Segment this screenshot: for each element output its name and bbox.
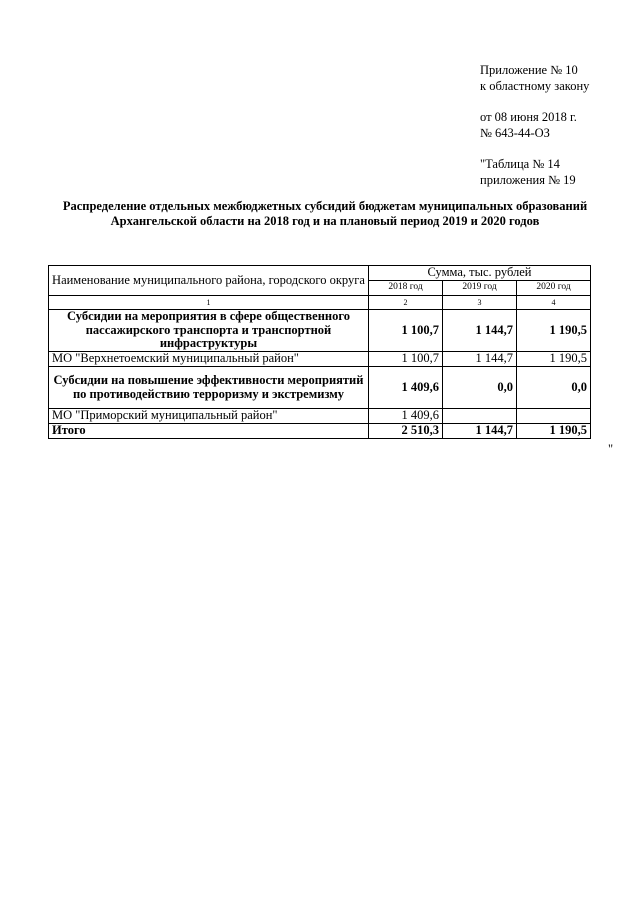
row-value-2019: 1 144,7 — [443, 352, 517, 367]
row-value-2018: 1 100,7 — [369, 352, 443, 367]
column-numbers-row — [49, 295, 591, 310]
col-number: 2 — [369, 295, 443, 310]
total-2018: 2 510,3 — [369, 424, 443, 439]
sum-header: Сумма, тыс. рублей — [369, 266, 591, 281]
law-date: от 08 июня 2018 г. — [480, 110, 577, 124]
row-value-2019: 0,0 — [443, 367, 517, 409]
col-number: 4 — [517, 295, 591, 310]
table-number: "Таблица № 14 — [480, 157, 560, 171]
table-row — [49, 409, 591, 424]
appendix-number: Приложение № 10 — [480, 63, 578, 77]
total-row — [49, 424, 591, 439]
row-value-2019: 1 144,7 — [443, 310, 517, 352]
total-label: Итого — [49, 424, 369, 439]
row-name: Субсидии на повышение эффективности мероприятий по противодействию терроризму и экстремизму — [49, 367, 369, 409]
row-value-2018: 1 409,6 — [369, 367, 443, 409]
row-value-2020 — [517, 409, 591, 424]
col-name-header: Наименование муниципального района, городского округа — [49, 266, 369, 296]
annex-number: приложения № 19 — [480, 172, 576, 187]
year-2018-header: 2018 год — [369, 280, 443, 295]
row-name: МО "Приморский муниципальный район" — [49, 409, 369, 424]
title-line-2: Архангельской области на 2018 год и на плановый период 2019 и 2020 годов — [110, 214, 540, 228]
year-2019-header: 2019 год — [443, 280, 517, 295]
title-line-1: Распределение отдельных межбюджетных субсидий бюджетам муниципальных образований — [62, 199, 588, 213]
total-2020: 1 190,5 — [517, 424, 591, 439]
closing-quote: " — [608, 442, 614, 456]
row-name: МО "Верхнетоемский муниципальный район" — [49, 352, 369, 367]
row-value-2019 — [443, 409, 517, 424]
appendix-header — [480, 63, 589, 188]
row-value-2018: 1 100,7 — [369, 310, 443, 352]
row-value-2020: 0,0 — [517, 367, 591, 409]
row-name: Субсидии на мероприятия в сфере общественного пассажирского транспорта и транспортной инфраструктуры — [49, 310, 369, 352]
col-number: 1 — [49, 295, 369, 310]
table-row — [49, 310, 591, 352]
document-title — [40, 199, 610, 229]
table-header-row — [49, 266, 591, 281]
year-2020-header: 2020 год — [517, 280, 591, 295]
table-row — [49, 367, 591, 409]
appendix-law-ref: к областному закону — [480, 78, 590, 93]
law-number: № 643-44-ОЗ — [480, 125, 550, 140]
subsidy-table — [48, 265, 591, 439]
table-row — [49, 352, 591, 367]
row-value-2018: 1 409,6 — [369, 409, 443, 424]
col-number: 3 — [443, 295, 517, 310]
row-value-2020: 1 190,5 — [517, 352, 591, 367]
total-2019: 1 144,7 — [443, 424, 517, 439]
row-value-2020: 1 190,5 — [517, 310, 591, 352]
